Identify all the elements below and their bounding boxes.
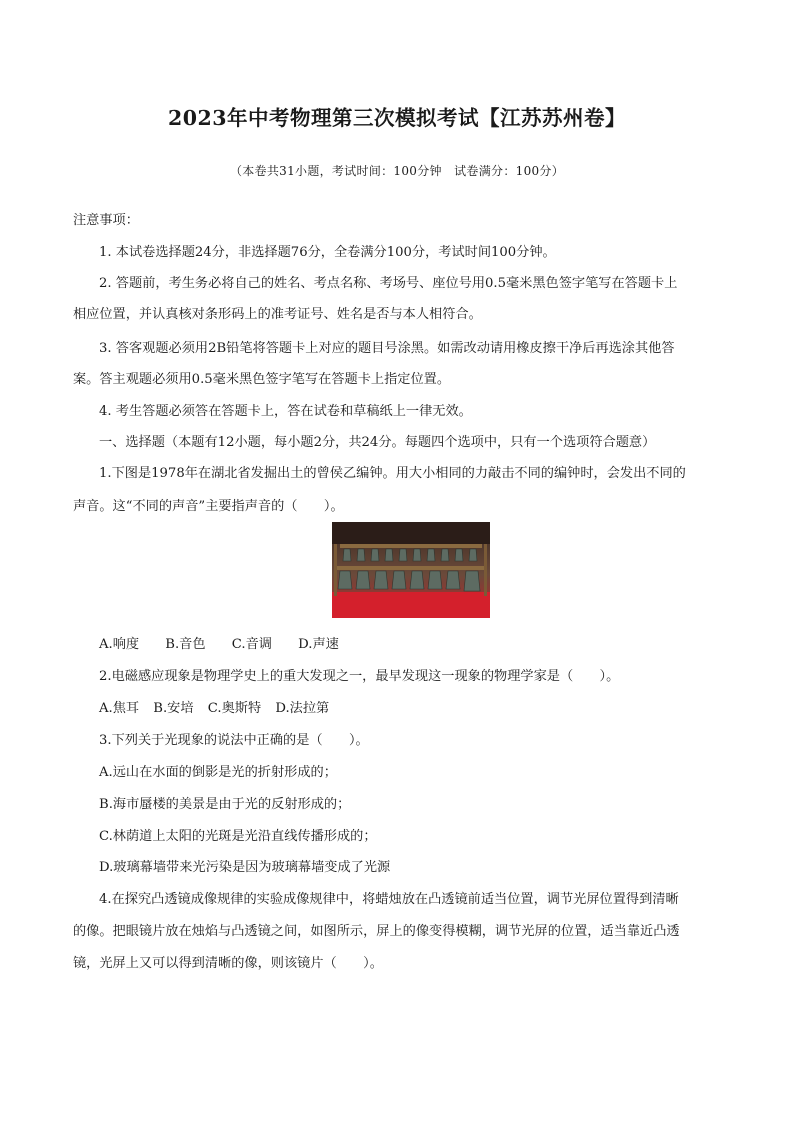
q2-option-c: C.奥斯特 xyxy=(207,701,262,716)
notice-item-2-line-1: 2. 答题前，考生务必将自己的姓名、考点名称、考场号、座位号用0.5毫米黑色签字笔写在答题卡上 xyxy=(99,276,678,291)
notice-item-3-line-2: 案。答主观题必须用0.5毫米黑色签字笔写在答题卡上指定位置。 xyxy=(73,372,451,387)
q2-option-b: B.安培 xyxy=(153,701,194,716)
q1-option-c: C.音调 xyxy=(231,637,272,652)
q1-option-d: D.声速 xyxy=(298,637,339,652)
question-4-line-1: 4.在探究凸透镜成像规律的实验成像规律中，将蜡烛放在凸透镜前适当位置，调节光屏位置得到清晰 xyxy=(99,892,679,907)
exam-title: 2023年中考物理第三次模拟考试【江苏苏州卷】 xyxy=(167,106,627,130)
question-1-line-2: 声音。这“不同的声音”主要指声音的（ ）。 xyxy=(73,499,344,514)
q3-option-a: A.远山在水面的倒影是光的折射形成的； xyxy=(99,765,337,780)
notice-heading: 注意事项： xyxy=(73,213,139,228)
notice-item-1: 1. 本试卷选择题24分，非选择题76分，全卷满分100分，考试时间100分钟。 xyxy=(99,245,556,260)
question-4-line-3: 镜，光屏上又可以得到清晰的像，则该镜片（ ）。 xyxy=(73,956,383,971)
q1-option-a: A.响度 xyxy=(99,637,140,652)
q2-option-d: D.法拉第 xyxy=(275,701,330,716)
q2-option-a: A.焦耳 xyxy=(99,701,140,716)
notice-item-4: 4. 考生答题必须答在答题卡上，答在试卷和草稿纸上一律无效。 xyxy=(99,404,472,419)
question-2-options xyxy=(99,697,759,716)
question-1-options xyxy=(99,633,759,652)
exam-subtitle: （本卷共31小题，考试时间：100分钟 试卷满分：100分） xyxy=(229,164,565,178)
q1-option-b: B.音色 xyxy=(165,637,206,652)
q3-option-b: B.海市蜃楼的美景是由于光的反射形成的； xyxy=(99,797,351,812)
notice-item-3-line-1: 3. 答客观题必须用2B铅笔将答题卡上对应的题目号涂黑。如需改动请用橡皮擦干净后再选涂其他答 xyxy=(99,341,675,356)
section-heading: 一、选择题（本题有12小题，每小题2分，共24分。每题四个选项中，只有一个选项符合题意） xyxy=(99,435,656,450)
question-2-line-1: 2.电磁感应现象是物理学史上的重大发现之一，最早发现这一现象的物理学家是（ ）。 xyxy=(99,669,620,684)
question-4-line-2: 的像。把眼镜片放在烛焰与凸透镜之间，如图所示，屏上的像变得模糊，调节光屏的位置，适当靠近凸透 xyxy=(73,924,680,939)
notice-item-2-line-2: 相应位置，并认真核对条形码上的准考证号、姓名是否与本人相符合。 xyxy=(73,307,482,322)
question-3-line-1: 3.下列关于光现象的说法中正确的是（ ）。 xyxy=(99,733,369,748)
q3-option-d: D.玻璃幕墙带来光污染是因为玻璃幕墙变成了光源 xyxy=(99,860,391,875)
q3-option-c: C.林荫道上太阳的光斑是光沿直线传播形成的； xyxy=(99,829,377,844)
bianzhong-bells-photo xyxy=(332,522,490,618)
question-1-line-1: 1.下图是1978年在湖北省发掘出土的曾侯乙编钟。用大小相同的力敲击不同的编钟时，会发出不同的 xyxy=(99,466,686,481)
